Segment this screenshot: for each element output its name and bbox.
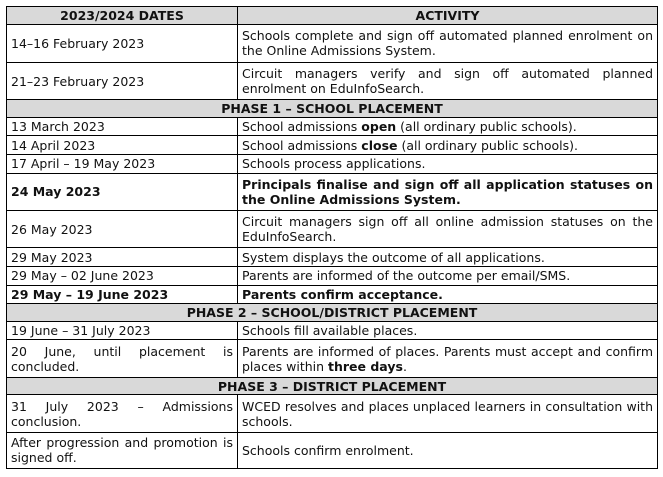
- date-cell: 14 April 2023: [7, 136, 238, 155]
- date-cell: 29 May – 02 June 2023: [7, 266, 238, 285]
- date-cell: 26 May 2023: [7, 211, 238, 248]
- activity-cell: [238, 340, 658, 377]
- admissions-schedule-table: [6, 6, 658, 469]
- activity-cell: Schools process applications.: [238, 155, 658, 174]
- date-cell: 29 May 2023: [7, 248, 238, 267]
- activity-text: School admissions: [242, 119, 362, 135]
- activity-cell: Principals finalise and sign off all application statuses on the Online Admissions System.: [238, 173, 658, 210]
- activity-cell: Schools complete and sign off automated planned enrolment on the Online Admissions System.: [238, 24, 658, 62]
- activity-cell: WCED resolves and places unplaced learners in consultation with schools.: [238, 395, 658, 432]
- date-cell: 31 July 2023 – Admissions conclusion.: [7, 395, 238, 432]
- dates-column-header: 2023/2024 DATES: [7, 7, 238, 25]
- table-row: [7, 211, 658, 248]
- table-row: [7, 340, 658, 377]
- activity-text: (all ordinary public schools).: [396, 119, 577, 135]
- activity-cell: [238, 117, 658, 136]
- header-row: [7, 7, 658, 25]
- table-row: [7, 395, 658, 432]
- activity-cell: Circuit managers sign off all online admission statuses on the EduInfoSearch.: [238, 211, 658, 248]
- phase-1-title: PHASE 1 – SCHOOL PLACEMENT: [7, 100, 658, 118]
- table-row: [7, 24, 658, 62]
- table-row: [7, 117, 658, 136]
- activity-cell: Schools confirm enrolment.: [238, 432, 658, 468]
- table-row: [7, 136, 658, 155]
- date-cell: 19 June – 31 July 2023: [7, 321, 238, 340]
- table-row: [7, 432, 658, 468]
- table-row: [7, 285, 658, 304]
- activity-text: (all ordinary public schools).: [397, 137, 579, 153]
- activity-cell: [238, 136, 658, 155]
- activity-text: Parents are informed of places. Parents must accept and confirm places within: [242, 343, 653, 374]
- table-row: [7, 173, 658, 210]
- phase-2-title: PHASE 2 – SCHOOL/DISTRICT PLACEMENT: [7, 304, 658, 322]
- date-cell: 17 April – 19 May 2023: [7, 155, 238, 174]
- date-cell: 29 May – 19 June 2023: [7, 285, 238, 304]
- table-row: [7, 266, 658, 285]
- activity-text: School admissions: [242, 137, 362, 153]
- phase-heading-row: [7, 377, 658, 395]
- activity-cell: Parents confirm acceptance.: [238, 285, 658, 304]
- date-cell: 20 June, until placement is concluded.: [7, 340, 238, 377]
- date-cell: After progression and promotion is signed off.: [7, 432, 238, 468]
- activity-cell: System displays the outcome of all applications.: [238, 248, 658, 267]
- activity-emphasis: three days: [328, 358, 403, 374]
- date-cell: 13 March 2023: [7, 117, 238, 136]
- date-cell: 21–23 February 2023: [7, 62, 238, 99]
- activity-column-header: ACTIVITY: [238, 7, 658, 25]
- table-row: [7, 248, 658, 267]
- activity-emphasis: open: [361, 119, 397, 135]
- activity-text: .: [402, 358, 407, 374]
- activity-cell: Parents are informed of the outcome per email/SMS.: [238, 266, 658, 285]
- table-row: [7, 155, 658, 174]
- table-row: [7, 62, 658, 99]
- phase-3-title: PHASE 3 – DISTRICT PLACEMENT: [7, 377, 658, 395]
- phase-heading-row: [7, 100, 658, 118]
- activity-emphasis: close: [361, 137, 398, 153]
- phase-heading-row: [7, 304, 658, 322]
- date-cell: 24 May 2023: [7, 173, 238, 210]
- activity-cell: Circuit managers verify and sign off automated planned enrolment on EduInfoSearch.: [238, 62, 658, 99]
- date-cell: 14–16 February 2023: [7, 24, 238, 62]
- table-row: [7, 321, 658, 340]
- activity-cell: Schools fill available places.: [238, 321, 658, 340]
